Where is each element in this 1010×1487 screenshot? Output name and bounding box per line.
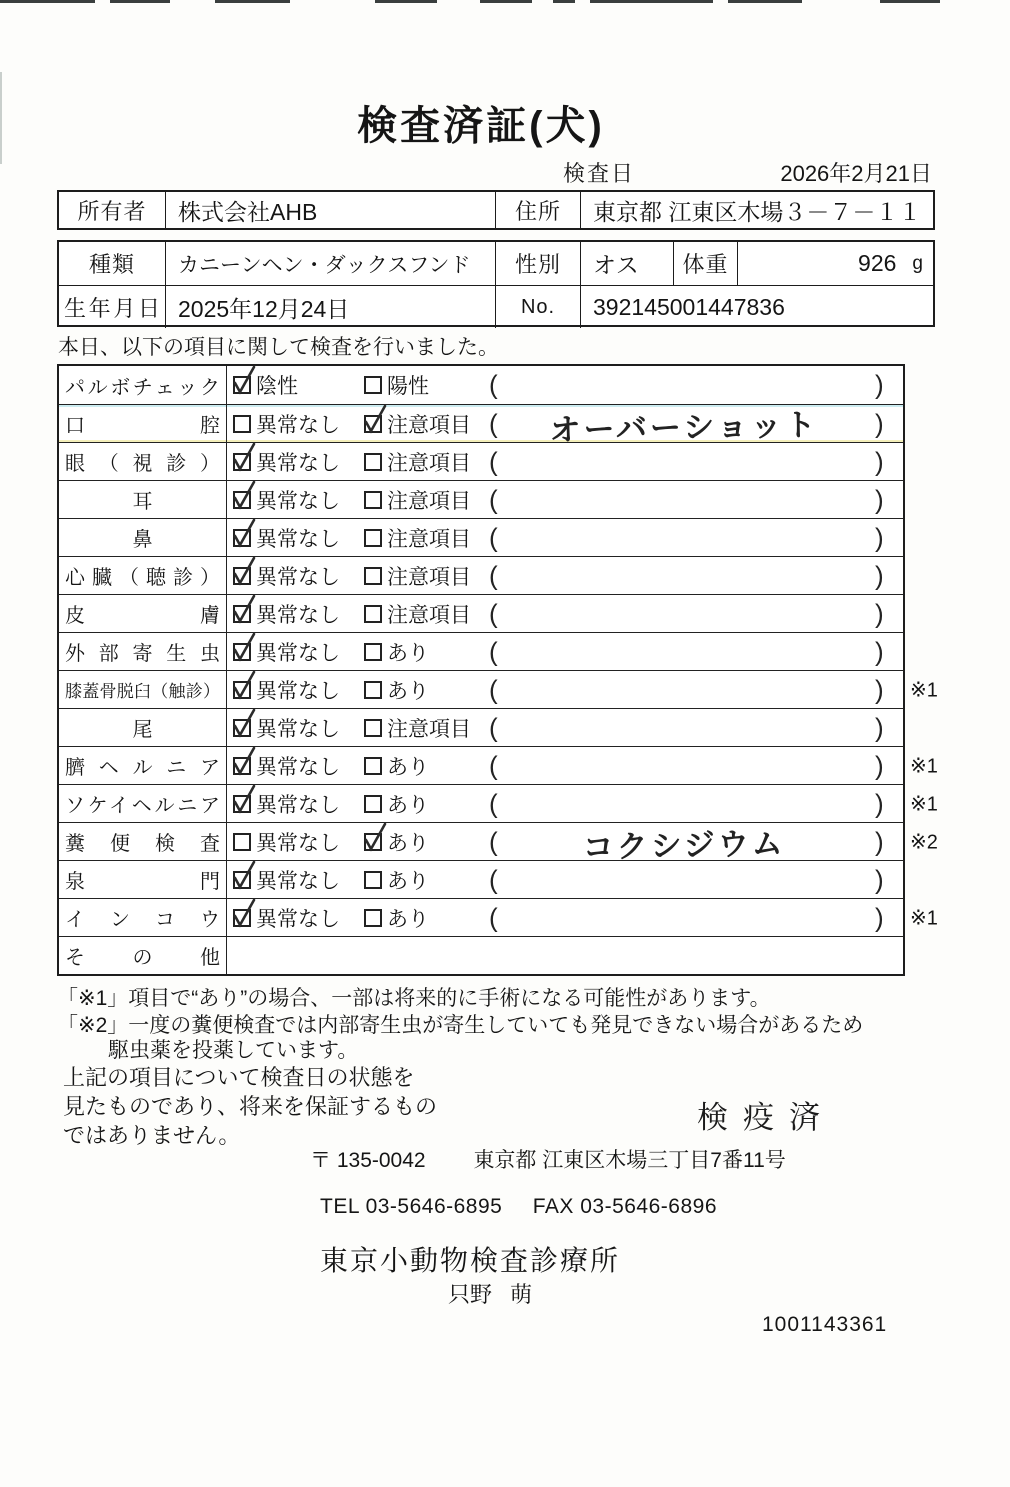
exam-option-2 [364,595,471,632]
exam-row-label [59,557,227,594]
footer-address [310,1144,786,1174]
handwritten-note: オーバーショット [549,406,820,448]
exam-row [59,366,903,404]
exam-option-1 [233,785,340,822]
scan-artifact-dash [0,0,95,3]
address-label: 住所 [495,192,580,228]
serial-number: 1001143361 [762,1313,888,1336]
exam-row [59,822,938,865]
checkbox-checked [233,605,251,623]
sex-value: オス [580,242,673,285]
paren-open: ( [489,369,498,400]
exam-option-label: あり [387,907,429,931]
exam-option-2 [364,405,471,442]
exam-option-label: 陽性 [387,375,429,398]
exam-row [59,442,903,480]
inspection-date-value: 2026年2月21日 [780,161,932,186]
exam-option-1 [233,823,340,860]
exam-row-label-text: その他 [65,947,220,969]
exam-row-content [227,823,903,865]
exam-option-label: 注意項目 [387,451,471,475]
exam-row-label [59,823,227,860]
exam-row [59,594,903,632]
scan-artifact-dash [110,0,170,3]
exam-option-2 [364,519,471,556]
exam-row-label [59,861,227,898]
checkbox-unchecked [233,415,251,433]
exam-option-1 [233,443,340,480]
paren-open: ( [489,598,498,628]
exam-option-label: 注意項目 [387,527,471,551]
paren-close: ) [875,750,884,780]
checkbox-unchecked [233,833,251,851]
exam-option-label: 異常なし [256,869,340,893]
exam-row-label [59,405,227,442]
exam-row [59,936,903,974]
exam-option-label: 注意項目 [387,413,471,437]
paren-close: ) [875,522,884,552]
breed-label: 種類 [88,252,135,277]
owner-table [57,190,935,230]
exam-row-label-text: 外部寄生虫 [65,643,220,665]
exam-option-label: あり [387,755,429,779]
exam-option-label: 注意項目 [387,489,471,513]
exam-row-content [227,937,903,974]
exam-option-label: 異常なし [256,603,340,627]
exam-row-label [59,443,227,480]
exam-option-2 [364,709,471,746]
exam-option-1 [233,671,340,708]
paren-close: ) [875,864,884,894]
exam-row-label-text: パルボチェック [65,376,220,399]
exam-option-1 [233,366,298,404]
exam-row-label-text: 糞便検査 [65,833,220,855]
checkbox-unchecked [364,719,382,737]
checkbox-unchecked [364,909,382,927]
check-mark-icon [231,630,258,663]
disclaimer-text [63,1063,437,1150]
check-mark-icon [231,706,258,739]
weight-number: 926 [858,250,897,276]
exam-option-1 [233,899,340,936]
exam-row-content [227,633,903,670]
footnote-ref-mark: ※1 [910,793,938,815]
paren-close: ) [875,826,884,856]
weight-value [737,242,933,285]
owner-label: 所有者 [77,198,147,224]
paren-open: ( [489,484,498,514]
quarantine-stamp: 検疫済 [697,1100,835,1135]
footnote-ref-mark: ※2 [910,831,938,853]
disclaimer-line: 見たものであり、将来を保証するもの [63,1094,438,1119]
footnote-ref-mark: ※1 [910,907,938,929]
checkbox-unchecked [364,605,382,623]
checkbox-checked [233,681,251,699]
checkbox-checked [233,529,251,547]
handwritten-note: コクシジウム [582,825,786,865]
exam-row-label-text: インコウ [65,909,220,931]
scan-artifact-dash [880,0,940,3]
exam-option-2 [364,785,429,822]
checkbox-unchecked [364,757,382,775]
weight-unit: g [912,252,923,274]
exam-row-label [59,899,227,936]
exam-row-content [227,671,903,708]
scan-artifact-dash [728,0,802,3]
checkbox-unchecked [364,795,382,813]
scan-artifact-dash [553,0,575,3]
exam-option-label: 異常なし [256,831,340,855]
checkbox-unchecked [364,491,382,509]
exam-row [59,632,903,670]
footer-telfax [320,1195,717,1219]
exam-option-2 [364,481,471,518]
check-mark-icon [362,820,389,853]
disclaimer-line: 上記の項目について検査日の状態を [63,1065,415,1090]
exam-row [59,708,903,746]
exam-option-2 [364,861,429,898]
exam-row-label [59,747,227,784]
check-mark-icon [231,782,258,815]
paren-close: ) [875,598,884,628]
exam-row-label [59,671,227,708]
exam-row-label [59,785,227,822]
checkbox-checked [233,795,251,813]
tel-number: TEL 03-5646-6895 [320,1195,503,1218]
exam-option-label: 異常なし [256,527,340,551]
scan-artifact-dash [480,0,532,3]
check-mark-icon [231,440,258,473]
paren-open: ( [489,674,498,704]
check-mark-icon [231,592,258,625]
paren-close: ) [875,369,884,400]
exam-row [59,860,903,898]
exam-row-label-text: 膝蓋骨脱臼（触診） [65,682,220,701]
exam-option-label: 異常なし [256,907,340,931]
exam-option-label: 異常なし [256,413,340,437]
street-address: 東京都 江東区木場三丁目7番11号 [473,1149,786,1172]
exam-option-label: 異常なし [256,489,340,513]
exam-option-1 [233,405,340,442]
exam-option-label: あり [387,679,429,703]
exam-row-content [227,405,903,448]
exam-option-label: 異常なし [256,679,340,703]
exam-option-label: あり [387,641,429,665]
paren-open: ( [489,446,498,476]
paren-open: ( [489,522,498,552]
intro-text: 本日、以下の項目に関して検査を行いました。 [58,336,499,359]
exam-option-label: 異常なし [256,641,340,665]
footnote-2-line1: 「※2」一度の糞便検査では内部寄生虫が寄生していても発見できない場合があるため [57,1014,864,1037]
check-mark-icon [362,402,389,435]
footnote-2-line2: 駆虫薬を投薬しています。 [108,1039,359,1062]
exam-row [59,898,938,936]
exam-option-label: 異常なし [256,755,340,779]
checkbox-checked [233,453,251,471]
paren-close: ) [875,788,884,818]
exam-option-2 [364,443,471,480]
exam-option-2 [364,366,429,404]
birth-value: 2025年12月24日 [165,286,495,328]
exam-option-2 [364,899,429,936]
checkbox-checked [364,833,382,851]
check-mark-icon [231,516,258,549]
exam-row-label-text: 尾 [132,719,153,741]
exam-row-label-text: 口腔 [65,415,220,437]
postal-code: 〒 135-0042 [310,1149,426,1172]
exam-row [59,670,938,708]
exam-option-label: 異常なし [256,451,340,475]
exam-row-content [227,519,903,556]
owner-value: 株式会社AHB [165,192,495,228]
checkbox-checked [364,415,382,433]
checkbox-unchecked [364,681,382,699]
footnote-1: 「※1」項目で“あり”の場合、一部は将来的に手術になる可能性があります。 [57,987,771,1010]
no-label: No. [495,286,580,328]
breed-value: カニーンヘン・ダックスフンド [165,242,495,285]
checkbox-checked [233,757,251,775]
weight-label: 体重 [673,242,737,285]
exam-row-label [59,519,227,556]
check-mark-icon [231,858,258,891]
exam-option-1 [233,633,340,670]
exam-row-label [59,633,227,670]
paren-open: ( [489,750,498,780]
checkbox-checked [233,719,251,737]
footnote-ref-mark: ※1 [910,679,938,701]
scan-artifact-dash [375,0,437,3]
exam-row-content [227,899,903,936]
paren-close: ) [875,408,884,438]
exam-row-label [59,366,227,404]
exam-row-content [227,785,903,822]
check-mark-icon [231,478,258,511]
exam-row-label-text: 眼（視診） [65,453,220,475]
checkbox-unchecked [364,643,382,661]
paren-open: ( [489,902,498,932]
fax-number: FAX 03-5646-6896 [532,1195,717,1218]
exam-row [59,480,903,518]
exam-option-1 [233,709,340,746]
checkbox-checked [233,567,251,585]
paren-open: ( [489,712,498,742]
exam-row-content [227,747,903,784]
exam-row-content [227,481,903,518]
check-mark-icon [231,363,258,396]
check-mark-icon [231,896,258,929]
exam-option-label: あり [387,793,429,817]
sex-label: 性別 [495,242,580,285]
paren-open: ( [489,826,498,856]
check-mark-icon [231,554,258,587]
exam-option-2 [364,823,429,860]
paren-close: ) [875,712,884,742]
checkbox-checked [233,909,251,927]
exam-row-label-text: 心臓（聴診） [65,567,220,589]
exam-table [57,364,938,976]
exam-row-label [59,937,227,974]
paren-close: ) [875,560,884,590]
paren-close: ) [875,636,884,666]
scan-artifact-line [0,72,2,164]
checkbox-checked [233,871,251,889]
exam-row-content [227,557,903,594]
exam-row-label [59,595,227,632]
paren-open: ( [489,408,498,438]
paren-open: ( [489,636,498,666]
exam-option-label: 異常なし [256,565,340,589]
exam-option-1 [233,557,340,594]
scan-artifact-dash [590,0,713,3]
exam-option-1 [233,595,340,632]
exam-option-1 [233,861,340,898]
footnote-ref-mark: ※1 [910,755,938,777]
exam-row-content [227,861,903,898]
clinic-name: 東京小動物検査診療所 [320,1245,621,1276]
animal-table [57,240,935,327]
exam-row-label-text: 鼻 [132,529,153,551]
paren-open: ( [489,788,498,818]
exam-row-label-text: ソケイヘルニア [65,795,220,817]
address-value: 東京都 江東区木場３－７－１１ [580,192,933,228]
paren-close: ) [875,446,884,476]
exam-row [59,784,938,822]
inspection-date-label: 検査日 [563,161,636,186]
check-mark-icon [231,668,258,701]
exam-option-2 [364,671,429,708]
checkbox-unchecked [364,453,382,471]
paren-close: ) [875,484,884,514]
exam-row [59,556,903,594]
checkbox-unchecked [364,871,382,889]
checkbox-checked [233,643,251,661]
exam-row-label-text: 皮膚 [65,605,220,627]
no-value: 392145001447836 [580,286,933,328]
exam-option-1 [233,747,340,784]
exam-option-2 [364,557,471,594]
exam-row-label [59,709,227,746]
exam-row-label-text: 耳 [132,491,153,513]
exam-option-label: 注意項目 [387,717,471,741]
exam-option-label: 注意項目 [387,565,471,589]
exam-option-1 [233,519,340,556]
page-title: 検査済証(犬) [357,104,605,148]
exam-row-label-text: 臍ヘルニア [65,757,220,779]
exam-row-content [227,709,903,746]
paren-open: ( [489,560,498,590]
exam-row-label-text: 泉門 [65,871,220,893]
exam-option-1 [233,481,340,518]
checkbox-unchecked [364,376,382,394]
exam-option-label: 異常なし [256,717,340,741]
examiner-name: 只野 萌 [448,1282,533,1307]
exam-option-label: あり [387,869,429,893]
birth-label: 生年月日 [64,295,160,321]
exam-option-label: 陰性 [256,375,298,398]
exam-row [59,404,903,448]
exam-option-label: 異常なし [256,793,340,817]
exam-option-2 [364,633,429,670]
checkbox-checked [233,491,251,509]
exam-row [59,518,903,556]
checkbox-unchecked [364,567,382,585]
paren-open: ( [489,864,498,894]
exam-option-label: 注意項目 [387,603,471,627]
paren-close: ) [875,674,884,704]
exam-option-2 [364,747,429,784]
check-mark-icon [231,744,258,777]
checkbox-unchecked [364,529,382,547]
paren-close: ) [875,902,884,932]
exam-row-content [227,595,903,632]
exam-row [59,746,938,784]
scan-artifact-dash [215,0,290,3]
disclaimer-line: ではありません。 [63,1123,241,1148]
checkbox-checked [233,376,251,394]
exam-row-label [59,481,227,518]
exam-option-label: あり [387,831,429,855]
